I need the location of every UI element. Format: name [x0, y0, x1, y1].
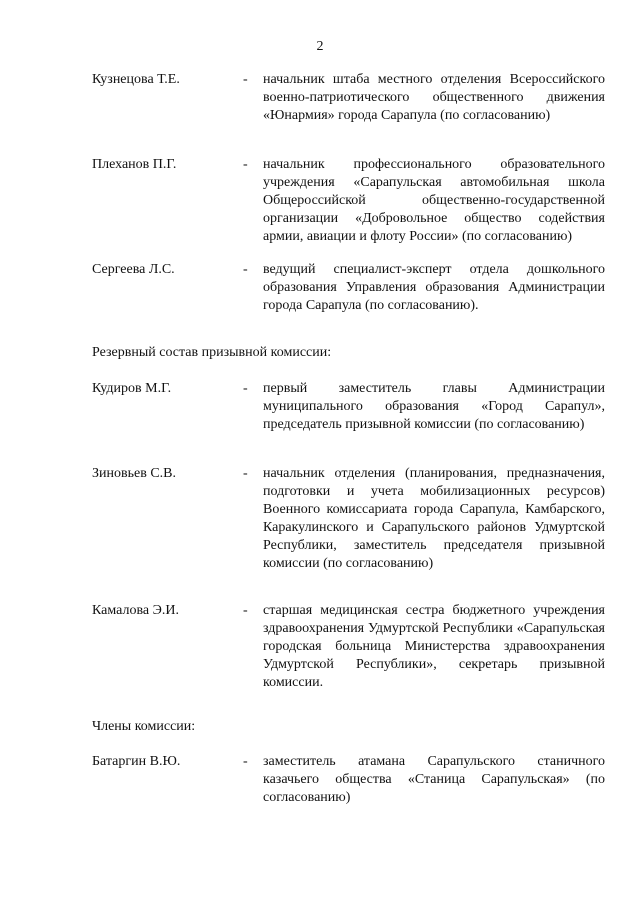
dash-separator: - [243, 603, 248, 618]
member-position: начальник отделения (планирования, предназначения, подготовки и учета мобилизационных ресурсов) Военного комиссариата города Сарапула, Камбарского, Каракулинского и Сарапульского районов Удмуртской Республики, заместитель председателя призывной комиссии (по согласованию) [263, 466, 605, 571]
dash-separator: - [243, 157, 248, 172]
section-heading-reserve: Резервный состав призывной комиссии: [92, 345, 332, 360]
dash-separator: - [243, 466, 248, 481]
member-name: Кудиров М.Г. [92, 381, 172, 396]
member-position: старшая медицинская сестра бюджетного учреждения здравоохранения Удмуртской Республики «Сарапульская городская больница Министерства здравоохранения Удмуртской Республики», секретарь призывной комиссии. [263, 603, 605, 690]
member-name: Сергеева Л.С. [92, 262, 175, 277]
dash-separator: - [243, 262, 248, 277]
page-number: 2 [316, 39, 324, 54]
member-position: начальник профессионального образовательного учреждения «Сарапульская автомобильная школа Общероссийской общественно-государственной организации «Добровольное общество содействия армии, авиации и флоту России» (по согласованию) [263, 157, 605, 244]
member-name: Зиновьев С.В. [92, 466, 176, 481]
member-name: Камалова Э.И. [92, 603, 179, 618]
member-position: ведущий специалист-эксперт отдела дошкольного образования Управления образования Администрации города Сарапула (по согласованию). [263, 262, 605, 313]
member-name: Батаргин В.Ю. [92, 754, 181, 769]
member-position: первый заместитель главы Администрации муниципального образования «Город Сарапул», председатель призывной комиссии (по согласованию) [263, 381, 605, 432]
member-name: Кузнецова Т.Е. [92, 72, 180, 87]
member-name: Плеханов П.Г. [92, 157, 177, 172]
dash-separator: - [243, 754, 248, 769]
dash-separator: - [243, 381, 248, 396]
member-position: заместитель атамана Сарапульского станичного казачьего общества «Станица Сарапульская» (по согласованию) [263, 754, 605, 805]
dash-separator: - [243, 72, 248, 87]
section-heading-members: Члены комиссии: [92, 719, 196, 734]
member-position: начальник штаба местного отделения Всероссийского военно-патриотического общественного движения «Юнармия» города Сарапула (по согласованию) [263, 72, 605, 123]
